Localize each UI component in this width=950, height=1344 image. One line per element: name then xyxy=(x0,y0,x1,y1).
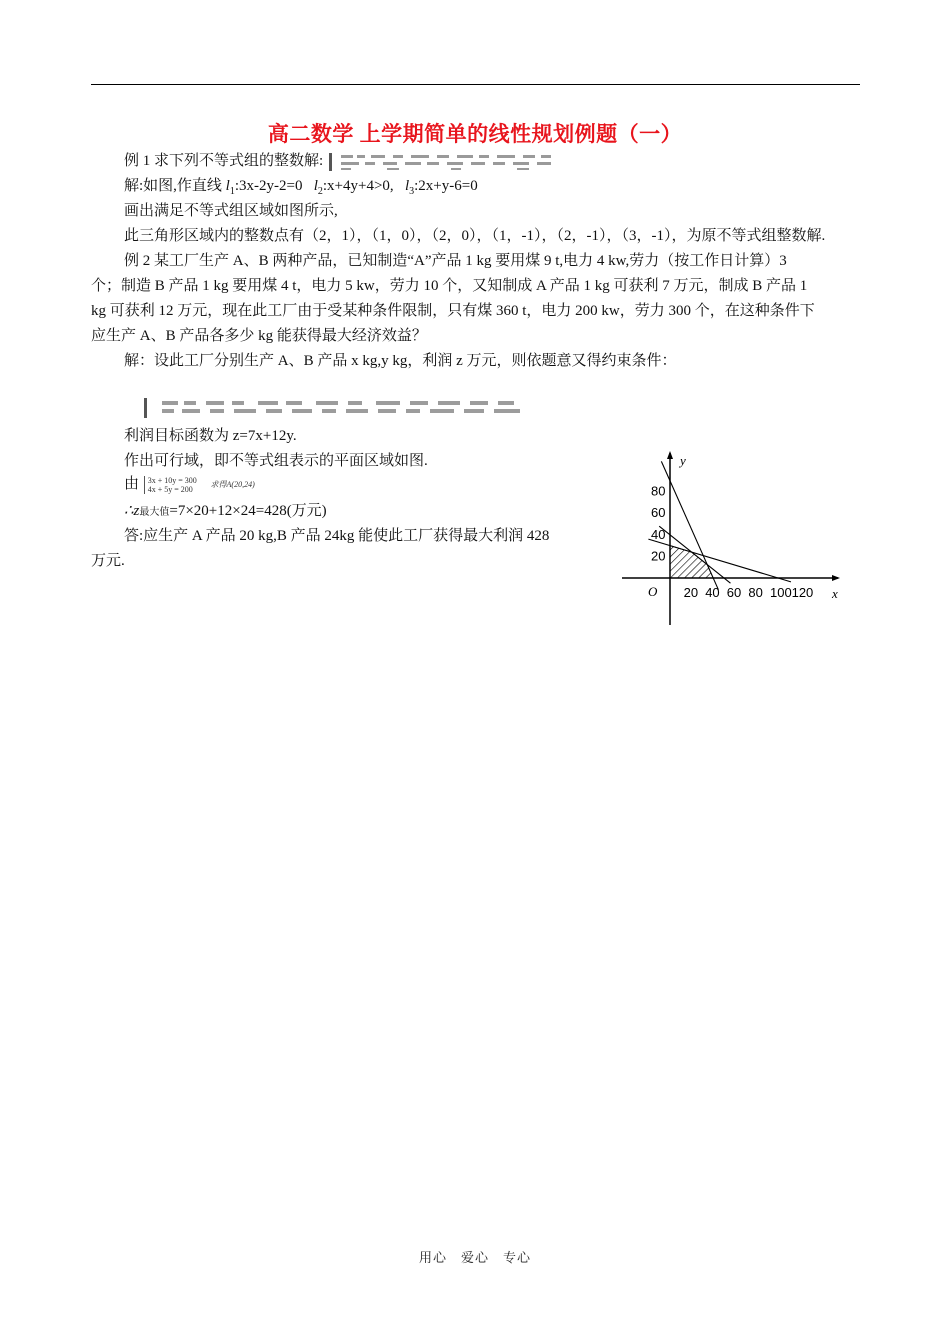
ex1-prompt: 例 1 求下列不等式组的整数解: xyxy=(124,153,324,169)
ex1-inequality-system-image xyxy=(327,151,567,173)
from-char: 由 xyxy=(124,476,140,492)
l1-name: l xyxy=(225,178,230,194)
ex1-prompt-line xyxy=(124,149,567,173)
ex2-line3: kg 可获利 12 万元，现在此工厂由于受某种条件限制，只有煤 360 t，电力 200 kw，劳力 300 个，在这种条件下 xyxy=(91,303,815,319)
ex2-solution: 解：设此工厂分别生产 A、B 产品 x kg,y kg，利润 z 万元，则依题意又得约束条件： xyxy=(124,353,677,369)
x-tick-label-40: 40 xyxy=(705,585,720,600)
max-sub: 最大值 xyxy=(139,507,170,518)
y-tick-label-60: 60 xyxy=(651,505,666,521)
feasible-region-chart xyxy=(612,445,847,630)
ex2-small-system xyxy=(144,476,197,494)
ex2-sys-result: 求得A(20,24) xyxy=(210,480,255,490)
ex2-max-line xyxy=(124,499,327,525)
page-footer: 用心 爱心 专心 xyxy=(418,1250,531,1265)
ex2-solve-line xyxy=(124,472,255,496)
ex2-sys-eq1: 3x + 10y = 300 xyxy=(147,475,197,485)
feasible-region xyxy=(670,546,713,578)
y-axis-arrow xyxy=(667,451,673,459)
ex1-sol-intro: 解:如图,作直线 xyxy=(124,178,226,194)
ex2-line2: 个；制造 B 产品 1 kg 要用煤 4 t，电力 5 kw，劳力 10 个，又知制成 A 产品 1 kg 可获利 7 万元，制成 B 产品 1 xyxy=(91,278,808,294)
max-prefix: ∴z xyxy=(124,503,140,519)
page-title: 高二数学 上学期简单的线性规划例题（一） xyxy=(267,122,683,146)
l2-eq: :x+4y+4>0, xyxy=(322,178,394,194)
header-rule xyxy=(91,84,860,85)
l2-sub: 2 xyxy=(317,186,323,197)
max-value: =7×20+12×24=428(万元) xyxy=(169,503,327,519)
x-axis-label: x xyxy=(832,586,838,601)
l3-eq: :2x+y-6=0 xyxy=(414,178,478,194)
y-tick-label-20: 20 xyxy=(651,548,666,564)
x-tick-label-80: 80 xyxy=(748,585,763,600)
l2-name: l xyxy=(313,178,318,194)
ex2-constraint-system-image xyxy=(140,396,532,420)
ex2-objective: 利润目标函数为 z=7x+12y. xyxy=(124,428,297,444)
l3-sub: 3 xyxy=(409,186,415,197)
x-tick-label-120: 120 xyxy=(791,585,814,600)
ex1-answer: 此三角形区域内的整数点有（2，1），（1，0），（2，0），（1，-1），（2，-1），（3，-1），为原不等式组整数解. xyxy=(124,228,826,244)
ex2-answer1: 答:应生产 A 产品 20 kg,B 产品 24kg 能使此工厂获得最大利润 428 xyxy=(124,528,550,544)
ex2-line1: 例 2 某工厂生产 A、B 两种产品，已知制造“A”产品 1 kg 要用煤 9 t,电力 4 kw,劳力（按工作日计算）3 xyxy=(124,253,787,269)
y-tick-label-40: 40 xyxy=(651,526,666,542)
ex2-sys-eq2: 4x + 5y = 200 xyxy=(147,484,193,494)
ex2-feasible: 作出可行域，即不等式组表示的平面区域如图. xyxy=(124,453,428,469)
l3-name: l xyxy=(404,178,410,194)
ex2-line4: 应生产 A、B 产品各多少 kg 能获得最大经济效益？ xyxy=(91,328,427,344)
x-axis-arrow xyxy=(832,575,840,581)
y-tick-label-80: 80 xyxy=(651,483,666,499)
x-tick-label-60: 60 xyxy=(726,585,742,600)
y-axis-label: y xyxy=(680,453,686,468)
origin-label: O xyxy=(648,584,658,599)
ex1-region: 画出满足不等式组区域如图所示, xyxy=(124,203,338,219)
x-tick-label-20: 20 xyxy=(683,585,699,600)
l1-eq: :3x-2y-2=0 xyxy=(234,178,303,194)
ex2-answer2: 万元. xyxy=(91,553,125,569)
x-tick-label-100: 100 xyxy=(770,585,792,600)
l1-sub: 1 xyxy=(229,186,235,197)
